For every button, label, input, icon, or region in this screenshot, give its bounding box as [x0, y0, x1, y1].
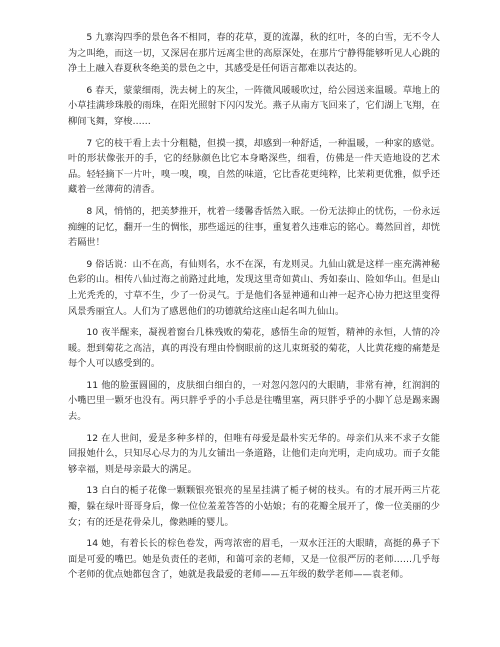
paragraph-6: 6 春天，蒙蒙细雨，洗去树上的灰尘，一阵微风暖暖吹过，给公园送来温暖。草地上的小草挂满珍珠般的雨珠，在阳光照射下闪闪发光。燕子从南方飞回来了，它们湖上飞翔，在柳间飞舞，穿梭…… [68, 84, 440, 127]
paragraph-7: 7 它的枝干看上去十分粗糙，但摸一摸，却感到一种舒适，一种温暖，一种家的感觉。叶的形状像张开的手，它的经脉颜色比它本身略深些，细看，仿佛是一件天造地设的艺术品。轻轻摘下一片叶，嗅一嗅，嗅，自然的味道，它比香花更纯粹，比茉莉更优雅，似乎还藏着一丝薄荷的清香。 [68, 137, 440, 196]
paragraph-13: 13 白白的栀子花像一颗颗银亮银亮的星星挂满了栀子树的枝头。有的才展开两三片花瓣，躲在绿叶哥哥身后，像一位位羞羞答答的小姑娘；有的花瓣全展开了，像一位美丽的少女；有的还是花骨朵儿，像熟睡的婴儿。 [68, 485, 440, 528]
paragraph-9: 9 俗话说：山不在高，有仙则名，水不在深，有龙则灵。九仙山就是这样一座充满神秘色彩的山。相传八仙过海之前路过此地，发现这里奇如黄山、秀如泰山、险如华山。但是山上光秃秃的，寸草不生，少了一份灵气。于是他们各显神通和山神一起齐心协力把这里变得风景秀丽宜人。人们为了感恩他们的功德就给这座山起名叫九仙山。 [68, 258, 440, 317]
paragraph-12: 12 在人世间，爱是多种多样的，但唯有母爱是最朴实无华的。母亲们从来不求子女能回报她什么，只知尽心尽力的为儿女铺出一条道路，让他们走向光明，走向成功。而子女能够幸福，则是母亲最大的满足。 [68, 432, 440, 475]
document-page [68, 30, 440, 589]
paragraph-8: 8 风，悄悄的，把美梦推开，枕着一缕馨香恬然入眠。一份无法抑止的忧伤，一份永远痴缠的记忆，翻开一生的惆怅，那些遥远的往事，重复着久违难忘的铭心。蓦然回首，却恍若隔世！ [68, 205, 440, 249]
paragraph-10: 10 夜半醒来，凝视着窗台几株残败的菊花，感悟生命的短暂，精神的永恒，人情的冷暖。想到菊花之高洁，真的再没有理由怜悯眼前的这儿束斑驳的菊花，人比黄花瘦的痛楚是每个人可以感受到的。 [68, 327, 440, 370]
paragraph-14: 14 她，有着长长的棕色卷发，两弯浓密的眉毛，一双水汪汪的大眼睛，高挺的鼻子下面是可爱的嘴巴。她是负责任的老师，和蔼可亲的老师，又是一位很严厉的老师……几乎每个老师的优点她都包含了，她就是我最爱的老师——五年级的数学老师——袁老师。 [68, 538, 440, 581]
paragraph-11: 11 他的脸蛋圆圆的，皮肤细白细白的，一对忽闪忽闪的大眼睛，非常有神，红润润的小嘴巴里一颗牙也没有。两只胖乎乎的小手总是往嘴里塞，两只胖乎乎的小脚丫总是踢来踢去。 [68, 379, 440, 423]
paragraph-5: 5 九寨沟四季的景色各不相同，春的花草，夏的流瀑，秋的红叶，冬的白雪，无不令人为之叫绝，而这一切，又深居在那片远离尘世的高原深处，在那片宁静得能够听见人心跳的净土上融入春夏秋冬绝美的景色之中，其感受是任何语言都难以表达的。 [68, 32, 440, 75]
